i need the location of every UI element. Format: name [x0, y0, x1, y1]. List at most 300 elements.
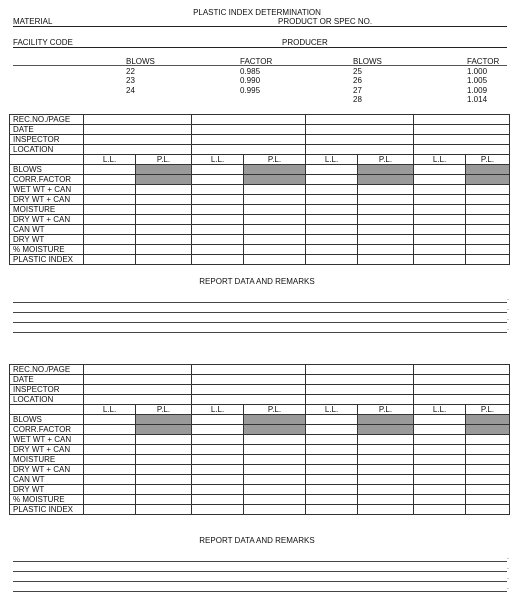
input-cell[interactable]: [136, 215, 192, 225]
input-cell[interactable]: [414, 385, 510, 395]
remarks-line[interactable]: [13, 581, 507, 582]
input-cell[interactable]: [414, 195, 466, 205]
row-label: LOCATION: [10, 145, 84, 155]
input-cell[interactable]: [192, 415, 244, 425]
input-cell[interactable]: [244, 445, 306, 455]
row-label: DRY WT + CAN: [10, 445, 84, 455]
col-pl: P.L.: [136, 155, 192, 165]
shaded-cell: [244, 415, 306, 425]
input-cell[interactable]: [414, 395, 510, 405]
input-cell[interactable]: [84, 415, 136, 425]
test-sheet-1: [9, 114, 510, 265]
input-cell[interactable]: [84, 195, 136, 205]
col-pl: P.L.: [244, 155, 306, 165]
input-cell[interactable]: [358, 505, 414, 515]
input-cell[interactable]: [414, 205, 466, 215]
factor-header-left: FACTOR: [240, 57, 273, 66]
input-cell[interactable]: [136, 465, 192, 475]
shaded-cell: [244, 175, 306, 185]
row-label: INSPECTOR: [10, 135, 84, 145]
input-cell[interactable]: [84, 205, 136, 215]
col-ll: L.L.: [192, 155, 244, 165]
input-cell[interactable]: [306, 485, 358, 495]
product-label: PRODUCT OR SPEC NO.: [278, 17, 373, 26]
input-cell[interactable]: [244, 195, 306, 205]
input-cell[interactable]: [192, 205, 244, 215]
input-cell[interactable]: [414, 165, 466, 175]
input-cell[interactable]: [414, 245, 466, 255]
test-sheet-2: [9, 364, 510, 515]
row-label: DATE: [10, 375, 84, 385]
input-cell[interactable]: [358, 455, 414, 465]
input-cell[interactable]: [358, 485, 414, 495]
row-label: DRY WT + CAN: [10, 465, 84, 475]
data-row: [10, 205, 510, 215]
col-pl: P.L.: [244, 405, 306, 415]
blows-value: 25: [353, 67, 362, 76]
input-cell[interactable]: [306, 175, 358, 185]
input-cell[interactable]: [414, 145, 510, 155]
input-cell[interactable]: [244, 465, 306, 475]
info-row: [10, 365, 510, 375]
remarks-line[interactable]: [13, 302, 507, 303]
input-cell[interactable]: [414, 215, 466, 225]
data-row: [10, 255, 510, 265]
data-row: [10, 225, 510, 235]
input-cell[interactable]: [358, 235, 414, 245]
input-cell[interactable]: [306, 255, 358, 265]
input-cell[interactable]: [84, 215, 136, 225]
row-label: PLASTIC INDEX: [10, 255, 84, 265]
input-cell[interactable]: [84, 255, 136, 265]
input-cell[interactable]: [192, 185, 244, 195]
blank-cell: [10, 405, 84, 415]
input-cell[interactable]: [358, 475, 414, 485]
input-cell[interactable]: [244, 475, 306, 485]
info-row: [10, 145, 510, 155]
input-cell[interactable]: [84, 185, 136, 195]
input-cell[interactable]: [192, 395, 306, 405]
shaded-cell: [136, 425, 192, 435]
input-cell[interactable]: [466, 495, 510, 505]
data-row: [10, 485, 510, 495]
info-row: [10, 375, 510, 385]
input-cell[interactable]: [192, 505, 244, 515]
input-cell[interactable]: [414, 475, 466, 485]
data-row: [10, 475, 510, 485]
row-label: DRY WT: [10, 235, 84, 245]
input-cell[interactable]: [414, 255, 466, 265]
input-cell[interactable]: [306, 195, 358, 205]
data-row: [10, 165, 510, 175]
input-cell[interactable]: [414, 175, 466, 185]
input-cell[interactable]: [84, 465, 136, 475]
input-cell[interactable]: [414, 445, 466, 455]
input-cell[interactable]: [414, 425, 466, 435]
shaded-cell: [136, 175, 192, 185]
input-cell[interactable]: [192, 365, 306, 375]
col-ll: L.L.: [414, 155, 466, 165]
input-cell[interactable]: [466, 475, 510, 485]
data-row: [10, 435, 510, 445]
input-cell[interactable]: [306, 385, 414, 395]
input-cell[interactable]: [136, 235, 192, 245]
info-row: [10, 115, 510, 125]
input-cell[interactable]: [414, 375, 510, 385]
col-ll: L.L.: [84, 405, 136, 415]
input-cell[interactable]: [358, 225, 414, 235]
input-cell[interactable]: [136, 245, 192, 255]
shaded-cell: [244, 165, 306, 175]
input-cell[interactable]: [414, 435, 466, 445]
input-cell[interactable]: [136, 475, 192, 485]
input-cell[interactable]: [192, 215, 244, 225]
input-cell[interactable]: [136, 485, 192, 495]
input-cell[interactable]: [84, 165, 136, 175]
input-cell[interactable]: [244, 215, 306, 225]
col-ll: L.L.: [306, 155, 358, 165]
input-cell[interactable]: [306, 245, 358, 255]
shaded-cell: [466, 175, 510, 185]
input-cell[interactable]: [244, 225, 306, 235]
data-row: [10, 185, 510, 195]
data-row: [10, 175, 510, 185]
row-label: CAN WT: [10, 475, 84, 485]
input-cell[interactable]: [306, 145, 414, 155]
row-label: MOISTURE: [10, 205, 84, 215]
blows-value: 22: [126, 67, 135, 76]
input-cell[interactable]: [136, 495, 192, 505]
remarks-line[interactable]: [13, 322, 507, 323]
input-cell[interactable]: [306, 415, 358, 425]
row-label: DRY WT + CAN: [10, 215, 84, 225]
input-cell[interactable]: [84, 485, 136, 495]
row-label: REC.NO./PAGE: [10, 365, 84, 375]
input-cell[interactable]: [466, 435, 510, 445]
input-cell[interactable]: [244, 185, 306, 195]
input-cell[interactable]: [84, 175, 136, 185]
row-label: DRY WT + CAN: [10, 195, 84, 205]
remarks-line[interactable]: [13, 571, 507, 572]
input-cell[interactable]: [244, 435, 306, 445]
input-cell[interactable]: [466, 185, 510, 195]
material-line[interactable]: [13, 26, 507, 27]
input-cell[interactable]: [414, 235, 466, 245]
input-cell[interactable]: [136, 255, 192, 265]
input-cell[interactable]: [192, 445, 244, 455]
factor-value: 1.009: [467, 86, 488, 95]
info-row: [10, 135, 510, 145]
row-label: BLOWS: [10, 415, 84, 425]
input-cell[interactable]: [244, 205, 306, 215]
row-label: INSPECTOR: [10, 385, 84, 395]
input-cell[interactable]: [192, 125, 306, 135]
input-cell[interactable]: [192, 455, 244, 465]
input-cell[interactable]: [84, 365, 192, 375]
input-cell[interactable]: [306, 135, 414, 145]
input-cell[interactable]: [466, 225, 510, 235]
input-cell[interactable]: [306, 395, 414, 405]
col-ll: L.L.: [192, 405, 244, 415]
input-cell[interactable]: [136, 185, 192, 195]
shaded-cell: [136, 415, 192, 425]
blows-value: 28: [353, 95, 362, 104]
data-row: [10, 495, 510, 505]
input-cell[interactable]: [84, 375, 192, 385]
input-cell[interactable]: [414, 455, 466, 465]
input-cell[interactable]: [192, 245, 244, 255]
input-cell[interactable]: [192, 255, 244, 265]
input-cell[interactable]: [192, 145, 306, 155]
input-cell[interactable]: [84, 425, 136, 435]
info-row: [10, 125, 510, 135]
input-cell[interactable]: [192, 225, 244, 235]
blows-value: 24: [126, 86, 135, 95]
input-cell[interactable]: [136, 455, 192, 465]
input-cell[interactable]: [466, 485, 510, 495]
input-cell[interactable]: [306, 225, 358, 235]
col-pl: P.L.: [136, 405, 192, 415]
col-pl: P.L.: [358, 405, 414, 415]
factor-divider: [13, 65, 507, 66]
col-pl: P.L.: [466, 155, 510, 165]
factor-value: 1.005: [467, 76, 488, 85]
input-cell[interactable]: [466, 465, 510, 475]
factor-value: 1.000: [467, 67, 488, 76]
input-cell[interactable]: [192, 475, 244, 485]
input-cell[interactable]: [84, 435, 136, 445]
input-cell[interactable]: [84, 455, 136, 465]
row-label: BLOWS: [10, 165, 84, 175]
input-cell[interactable]: [306, 205, 358, 215]
input-cell[interactable]: [306, 235, 358, 245]
data-row: [10, 195, 510, 205]
input-cell[interactable]: [192, 435, 244, 445]
input-cell[interactable]: [306, 425, 358, 435]
input-cell[interactable]: [84, 475, 136, 485]
shaded-cell: [466, 425, 510, 435]
input-cell[interactable]: [306, 455, 358, 465]
input-cell[interactable]: [306, 495, 358, 505]
data-row: [10, 455, 510, 465]
factor-header-right: FACTOR: [467, 57, 500, 66]
remarks-line[interactable]: [13, 591, 507, 592]
input-cell[interactable]: [358, 185, 414, 195]
input-cell[interactable]: [84, 225, 136, 235]
input-cell[interactable]: [84, 505, 136, 515]
factor-value: 1.014: [467, 95, 488, 104]
input-cell[interactable]: [306, 115, 414, 125]
input-cell[interactable]: [84, 135, 192, 145]
input-cell[interactable]: [414, 495, 466, 505]
row-label: CAN WT: [10, 225, 84, 235]
input-cell[interactable]: [466, 235, 510, 245]
shaded-cell: [358, 165, 414, 175]
facility-label: FACILITY CODE: [13, 38, 73, 47]
row-label: LOCATION: [10, 395, 84, 405]
input-cell[interactable]: [414, 225, 466, 235]
input-cell[interactable]: [466, 505, 510, 515]
input-cell[interactable]: [466, 445, 510, 455]
input-cell[interactable]: [414, 465, 466, 475]
shaded-cell: [466, 415, 510, 425]
input-cell[interactable]: [358, 205, 414, 215]
factor-value: 0.990: [240, 76, 261, 85]
input-cell[interactable]: [306, 435, 358, 445]
shaded-cell: [244, 425, 306, 435]
input-cell[interactable]: [306, 125, 414, 135]
data-row: [10, 425, 510, 435]
input-cell[interactable]: [192, 115, 306, 125]
input-cell[interactable]: [466, 195, 510, 205]
input-cell[interactable]: [414, 415, 466, 425]
data-row: [10, 465, 510, 475]
data-row: [10, 215, 510, 225]
input-cell[interactable]: [306, 165, 358, 175]
col-ll: L.L.: [414, 405, 466, 415]
input-cell[interactable]: [358, 495, 414, 505]
input-cell[interactable]: [192, 465, 244, 475]
input-cell[interactable]: [136, 205, 192, 215]
col-pl: P.L.: [358, 155, 414, 165]
input-cell[interactable]: [466, 215, 510, 225]
data-row: [10, 505, 510, 515]
input-cell[interactable]: [466, 455, 510, 465]
col-pl: P.L.: [466, 405, 510, 415]
input-cell[interactable]: [306, 505, 358, 515]
input-cell[interactable]: [414, 115, 510, 125]
input-cell[interactable]: [358, 435, 414, 445]
input-cell[interactable]: [358, 445, 414, 455]
input-cell[interactable]: [84, 385, 192, 395]
input-cell[interactable]: [192, 375, 306, 385]
input-cell[interactable]: [136, 505, 192, 515]
input-cell[interactable]: [306, 375, 414, 385]
row-label: WET WT + CAN: [10, 185, 84, 195]
row-label: DRY WT: [10, 485, 84, 495]
row-label: % MOISTURE: [10, 495, 84, 505]
input-cell[interactable]: [192, 425, 244, 435]
col-ll: L.L.: [306, 405, 358, 415]
input-cell[interactable]: [136, 445, 192, 455]
material-label: MATERIAL: [13, 17, 53, 26]
input-cell[interactable]: [358, 255, 414, 265]
info-row: [10, 385, 510, 395]
input-cell[interactable]: [84, 125, 192, 135]
input-cell[interactable]: [466, 245, 510, 255]
remarks-line[interactable]: [13, 332, 507, 333]
input-cell[interactable]: [244, 505, 306, 515]
data-row: [10, 415, 510, 425]
shaded-cell: [466, 165, 510, 175]
input-cell[interactable]: [136, 225, 192, 235]
input-cell[interactable]: [358, 245, 414, 255]
input-cell[interactable]: [84, 115, 192, 125]
shaded-cell: [358, 175, 414, 185]
input-cell[interactable]: [306, 465, 358, 475]
input-cell[interactable]: [136, 435, 192, 445]
input-cell[interactable]: [192, 485, 244, 495]
page-title: PLASTIC INDEX DETERMINATION: [193, 8, 321, 17]
shaded-cell: [358, 415, 414, 425]
row-label: CORR.FACTOR: [10, 425, 84, 435]
input-cell[interactable]: [192, 175, 244, 185]
input-cell[interactable]: [84, 245, 136, 255]
input-cell[interactable]: [414, 125, 510, 135]
info-row: [10, 395, 510, 405]
row-label: MOISTURE: [10, 455, 84, 465]
input-cell[interactable]: [192, 195, 244, 205]
blows-header-right: BLOWS: [353, 57, 382, 66]
input-cell[interactable]: [466, 205, 510, 215]
input-cell[interactable]: [358, 195, 414, 205]
input-cell[interactable]: [306, 475, 358, 485]
input-cell[interactable]: [244, 455, 306, 465]
producer-label: PRODUCER: [282, 38, 328, 47]
input-cell[interactable]: [306, 445, 358, 455]
input-cell[interactable]: [306, 365, 414, 375]
input-cell[interactable]: [414, 135, 510, 145]
data-row: [10, 245, 510, 255]
input-cell[interactable]: [192, 235, 244, 245]
factor-value: 0.985: [240, 67, 261, 76]
data-row: [10, 235, 510, 245]
input-cell[interactable]: [358, 215, 414, 225]
input-cell[interactable]: [192, 165, 244, 175]
col-ll: L.L.: [84, 155, 136, 165]
input-cell[interactable]: [244, 235, 306, 245]
row-label: REC.NO./PAGE: [10, 115, 84, 125]
input-cell[interactable]: [136, 195, 192, 205]
facility-line[interactable]: [13, 47, 507, 48]
input-cell[interactable]: [84, 495, 136, 505]
blows-value: 27: [353, 86, 362, 95]
input-cell[interactable]: [192, 135, 306, 145]
shaded-cell: [358, 425, 414, 435]
input-cell[interactable]: [414, 185, 466, 195]
row-label: PLASTIC INDEX: [10, 505, 84, 515]
remarks-title: REPORT DATA AND REMARKS: [199, 277, 315, 286]
input-cell[interactable]: [306, 185, 358, 195]
input-cell[interactable]: [244, 485, 306, 495]
input-cell[interactable]: [84, 235, 136, 245]
blank-cell: [10, 155, 84, 165]
input-cell[interactable]: [414, 505, 466, 515]
input-cell[interactable]: [84, 395, 192, 405]
input-cell[interactable]: [192, 385, 306, 395]
blows-header-left: BLOWS: [126, 57, 155, 66]
input-cell[interactable]: [466, 255, 510, 265]
input-cell[interactable]: [306, 215, 358, 225]
input-cell[interactable]: [84, 145, 192, 155]
row-label: WET WT + CAN: [10, 435, 84, 445]
row-label: % MOISTURE: [10, 245, 84, 255]
blows-value: 26: [353, 76, 362, 85]
input-cell[interactable]: [84, 445, 136, 455]
input-cell[interactable]: [244, 495, 306, 505]
input-cell[interactable]: [358, 465, 414, 475]
input-cell[interactable]: [414, 365, 510, 375]
remarks-line[interactable]: [13, 561, 507, 562]
input-cell[interactable]: [244, 255, 306, 265]
remarks-title: REPORT DATA AND REMARKS: [199, 536, 315, 545]
input-cell[interactable]: [414, 485, 466, 495]
remarks-line[interactable]: [13, 312, 507, 313]
row-label: CORR.FACTOR: [10, 175, 84, 185]
input-cell[interactable]: [192, 495, 244, 505]
row-label: DATE: [10, 125, 84, 135]
input-cell[interactable]: [244, 245, 306, 255]
